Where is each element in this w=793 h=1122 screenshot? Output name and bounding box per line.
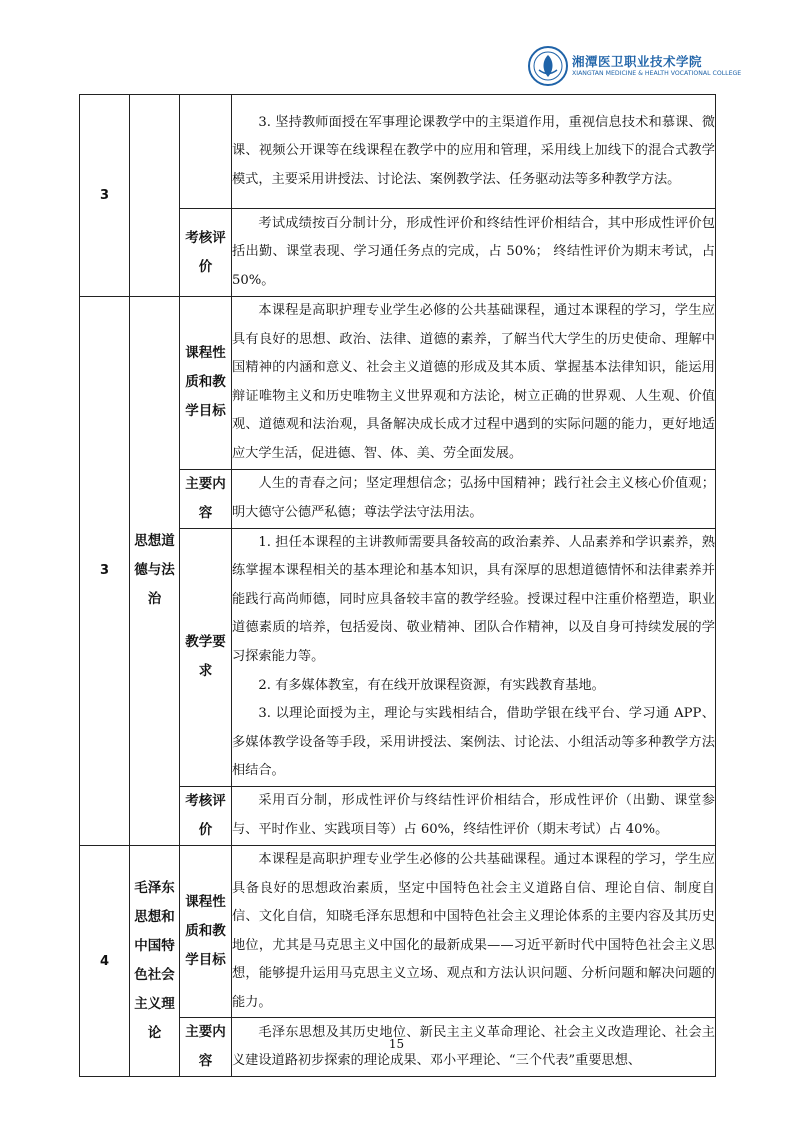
course-name-cell — [130, 95, 180, 297]
assess-text: 考试成绩按百分制计分，形成性评价和终结性评价相结合，其中形成性评价包括出勤、课堂表现、学习通任务点的完成，占 50%； 终结性评价为期末考试，占 50%。 — [232, 215, 715, 288]
teach-method-text: 3. 坚持教师面授在军事理论课教学中的主渠道作用，重视信息技术和慕课、微课、视频公开课等在线课程在教学中的应用和管理，采用线上加线下的混合式教学模式，主要采用讲授法、讨论法、案例教学法、任务驱动法等多种教学方法。 — [232, 114, 715, 187]
content-label: 主要内容 — [180, 469, 232, 528]
goal-label: 课程性质和教学目标 — [180, 297, 232, 470]
school-logo — [528, 46, 742, 86]
school-name-en: XIANGTAN MEDICINE & HEALTH VOCATIONAL COLLEGE — [572, 70, 742, 77]
goal-content — [232, 845, 716, 1018]
assess-label: 考核评价 — [180, 209, 232, 297]
school-emblem-icon — [528, 46, 568, 86]
content-label: 主要内容 — [180, 1018, 232, 1077]
table-row — [80, 297, 716, 470]
req-content — [232, 528, 716, 786]
req-p3: 3. 以理论面授为主，理论与实践相结合，借助学银在线平台、学习通 APP、多媒体教学设备等手段，采用讲授法、案例法、讨论法、小组活动等多种教学方法相结合。 — [232, 706, 715, 779]
teach-method-label-cell — [180, 95, 232, 209]
assess-label: 考核评价 — [180, 786, 232, 845]
course-table — [79, 94, 716, 1077]
goal-text: 本课程是高职护理专业学生必修的公共基础课程。通过本课程的学习，学生应具备良好的思想政治素质，坚定中国特色社会主义道路自信、理论自信、制度自信、文化自信，知晓毛泽东思想和中国特色社会主义理论体系的主要内容及其历史地位，尤其是马克思主义中国化的最新成果——习近平新时代中国特色社会主义思想，能够提升运用马克思主义立场、观点和方法认识问题、分析问题和解决问题的能力。 — [232, 851, 715, 1010]
course-number-cell: 4 — [80, 845, 130, 1077]
content-text: 毛泽东思想及其历史地位、新民主主义革命理论、社会主义改造理论、社会主义建设道路初步探索的理论成果、邓小平理论、“三个代表”重要思想、 — [232, 1024, 715, 1069]
course-number-cell: 3 — [80, 95, 130, 297]
table-row — [80, 95, 716, 209]
req-p2: 2. 有多媒体教室，有在线开放课程资源，有实践教育基地。 — [258, 677, 605, 693]
table-row — [80, 845, 716, 1018]
goal-content — [232, 297, 716, 470]
goal-label: 课程性质和教学目标 — [180, 845, 232, 1018]
course-name-cell: 毛泽东思想和中国特色社会主义理论 — [130, 845, 180, 1077]
teach-method-content — [232, 95, 716, 209]
assess-text: 采用百分制，形成性评价与终结性评价相结合，形成性评价（出勤、课堂参与、平时作业、实践项目等）占 60%，终结性评价（期末考试）占 40%。 — [232, 793, 715, 837]
assess-content — [232, 209, 716, 297]
course-number-cell: 3 — [80, 297, 130, 846]
course-name-cell: 思想道德与法治 — [130, 297, 180, 846]
req-p1: 1. 担任本课程的主讲教师需要具备较高的政治素养、人品素养和学识素养，熟练掌握本课程相关的基本理论和基本知识，具有深厚的思想道德情怀和法律素养并能践行高尚师德，同时应具备较丰富的教学经验。授课过程中注重价格塑造，职业道德素质的培养，包括爱岗、敬业精神、团队合作精神，以及自身可持续发展的学习探索能力等。 — [232, 534, 715, 664]
main-content — [232, 469, 716, 528]
req-label: 教学要求 — [180, 528, 232, 786]
page-number: 15 — [388, 1037, 405, 1051]
assess-content — [232, 786, 716, 845]
goal-text: 本课程是高职护理专业学生必修的公共基础课程，通过本课程的学习，学生应具有良好的思想、政治、法律、道德的素养，了解当代大学生的历史使命、理解中国精神的内涵和意义、社会主义道德的形成及其本质、掌握基本法律知识，能运用辩证唯物主义和历史唯物主义世界观和方法论，树立正确的世界观、人生观、价值观、道德观和法治观，具备解决成长成才过程中遇到的实际问题的能力，更好地适应大学生活，促进德、智、体、美、劳全面发展。 — [232, 303, 715, 461]
content-text: 人生的青春之问；坚定理想信念；弘扬中国精神；践行社会主义核心价值观；明大德守公德严私德；尊法学法守法用法。 — [232, 475, 715, 520]
school-name-cn: 湘潭医卫职业技术学院 — [572, 54, 703, 69]
